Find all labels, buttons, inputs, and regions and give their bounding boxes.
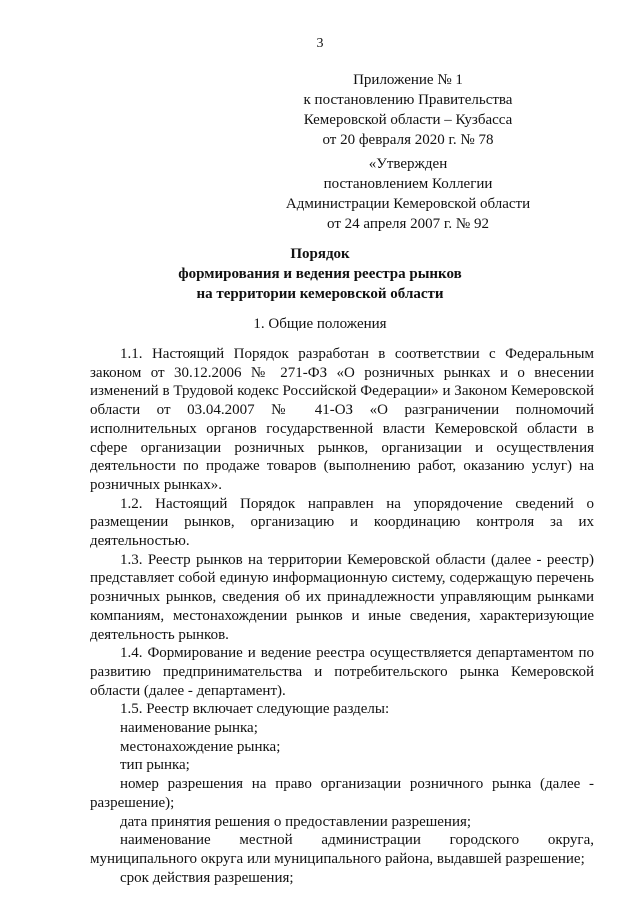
- approved-line: от 24 апреля 2007 г. № 92: [327, 216, 489, 232]
- approved-line: Администрации Кемеровской области: [285, 196, 531, 212]
- title-line: формирования и ведения реестра рынков: [178, 266, 462, 282]
- section-heading: 1. Общие положения: [253, 316, 387, 332]
- paragraph: 1.2. Настоящий Порядок направлен на упорядочение сведений о размещении рынков, организацию и координацию контроля за их деятельностью.: [90, 495, 594, 550]
- attachment-block: [258, 70, 558, 150]
- page-number: 3: [316, 36, 324, 51]
- title-line: Порядок: [290, 246, 350, 262]
- list-item: номер разрешения на право организации розничного рынка (далее - разрешение);: [90, 776, 594, 811]
- title-line: на территории кемеровской области: [196, 286, 444, 302]
- attachment-line: Приложение № 1: [353, 72, 463, 88]
- attachment-line: к постановлению Правительства: [303, 92, 513, 108]
- approved-line: постановлением Коллегии: [323, 176, 493, 192]
- approved-line: «Утвержден: [368, 156, 448, 172]
- attachment-line: от 20 февраля 2020 г. № 78: [322, 132, 494, 148]
- list-item: местонахождение рынка;: [120, 738, 281, 755]
- paragraph: 1.1. Настоящий Порядок разработан в соответствии с Федеральным законом от 30.12.2006 № 271-ФЗ «О розничных рынках и о внесении изменений в Трудовой кодекс Российской Федерации» и Законом Кемеровской области от 03.04.2007 № 41-ОЗ «О разграничении полномочий исполнительных органов государственной власти Кемеровской области в сфере организации розничных рынков, организации и осуществления деятельности по продаже товаров (выполнению работ, оказанию услуг) на розничных рынках».: [90, 346, 594, 493]
- list-item: дата принятия решения о предоставлении разрешения;: [120, 813, 472, 830]
- paragraph: 1.4. Формирование и ведение реестра осуществляется департаментом по развитию предпринимательства и потребительского рынка Кемеровской области (далее - департамент).: [90, 645, 594, 699]
- list-item: наименование рынка;: [120, 720, 258, 737]
- list-item: тип рынка;: [120, 757, 190, 774]
- approved-block: [258, 154, 558, 234]
- paragraph: 1.5. Реестр включает следующие разделы:: [120, 701, 390, 718]
- body-text: [90, 345, 594, 887]
- list-item: срок действия разрешения;: [120, 869, 294, 886]
- list-item: наименование местной администрации городского округа, муниципального округа или муниципального района, выдавшей разрешение;: [90, 832, 594, 867]
- document-title: [0, 244, 640, 304]
- attachment-line: Кемеровской области – Кузбасса: [303, 112, 513, 128]
- paragraph: 1.3. Реестр рынков на территории Кемеровской области (далее - реестр) представляет собой единую информационную систему, содержащую перечень розничных рынков, сведения об их принадлежности управляющим рынками компаниям, местонахождении рынков и иные сведения, характеризующие деятельность рынков.: [90, 551, 594, 643]
